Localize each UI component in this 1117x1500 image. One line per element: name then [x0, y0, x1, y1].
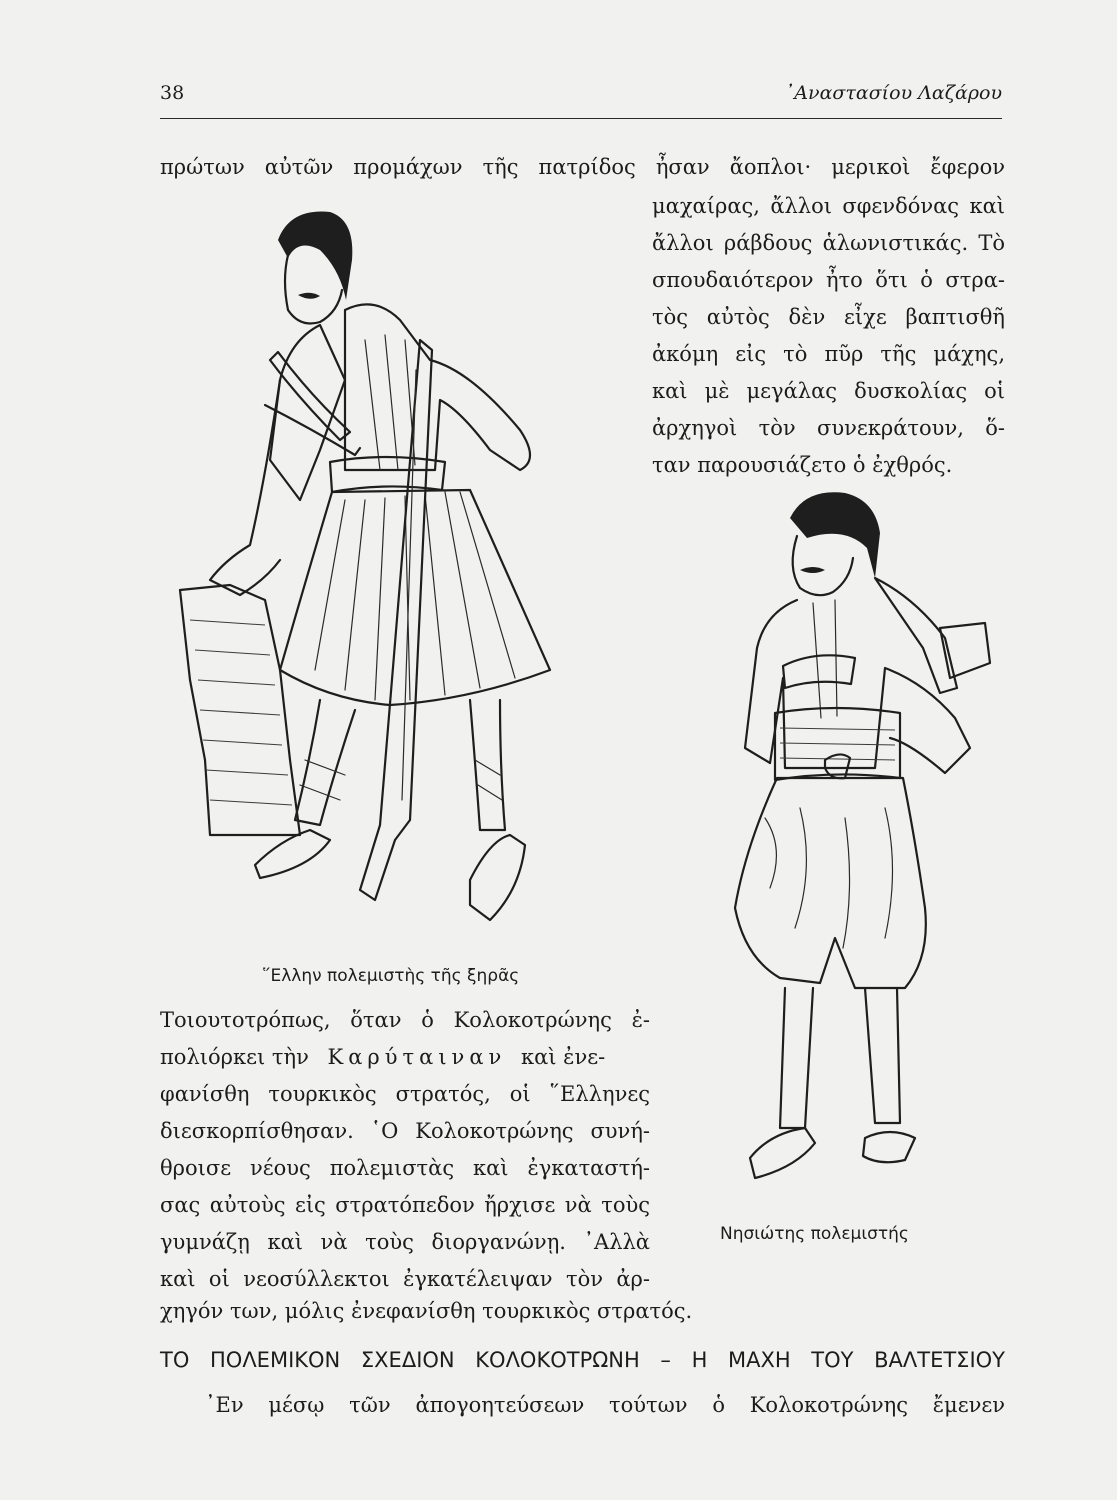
body-line: καὶ οἱ νεοσύλλεκτοι ἐγκατέλειψαν τὸν ἀρ- — [160, 1267, 650, 1291]
body-line: διεσκορπίσθησαν. ῾Ο Κολοκοτρώνης συνή- — [160, 1119, 650, 1143]
body-line: φανίσθη τουρκικὸς στρατός, οἱ ῞Ελληνες — [160, 1082, 650, 1106]
place-name-karytaina: Καρύταιναν — [327, 1045, 507, 1069]
page-number: 38 — [160, 82, 185, 104]
body-line: ἀκόμη εἰς τὸ πῦρ τῆς μάχης, — [652, 342, 1005, 366]
body-line: σας αὐτοὺς εἰς στρατόπεδον ἤρχισε νὰ τοὺς — [160, 1193, 650, 1217]
body-line: πρώτων αὐτῶν προμάχων τῆς πατρίδος ἦσαν ἄοπλοι· μερικοὶ ἔφερον — [160, 155, 1005, 179]
section-heading: ΤΟ ΠΟΛΕΜΙΚΟΝ ΣΧΕΔΙΟΝ ΚΟΛΟΚΟΤΡΩΝΗ – Η ΜΑΧΗ ΤΟΥ ΒΑΛΤΕΤΣΙΟΥ — [160, 1348, 1005, 1372]
body-line-with-spaced-name — [160, 1042, 650, 1072]
island-warrior-illustration — [725, 488, 1000, 1193]
body-line: καὶ μὲ μεγάλας δυσκολίας οἱ — [652, 379, 1005, 403]
body-line: ἄλλοι ράβδους ἁλωνιστικάς. Τὸ — [652, 231, 1005, 255]
body-line: σπουδαιότερον ἦτο ὅτι ὁ στρα- — [652, 268, 1005, 292]
body-line: γυμνάζῃ καὶ νὰ τοὺς διοργανώνῃ. ᾿Αλλὰ — [160, 1230, 650, 1254]
body-text: καὶ ἐνε- — [520, 1045, 606, 1069]
body-line: ᾿Εν μέσῳ τῶν ἀπογοητεύσεων τούτων ὁ Κολοκοτρώνης ἔμενεν — [205, 1393, 1005, 1417]
page-header — [160, 82, 1002, 114]
header-rule — [160, 118, 1002, 119]
island-warrior-caption: Νησιώτης πολεμιστής — [720, 1224, 909, 1244]
body-line: χηγόν των, μόλις ἐνεφανίσθη τουρκικὸς στρατός. — [160, 1299, 693, 1323]
body-line: τὸς αὐτὸς δὲν εἶχε βαπτισθῆ — [652, 305, 1005, 329]
land-warrior-illustration — [170, 200, 640, 930]
body-text: πολιόρκει τὴν — [160, 1045, 309, 1069]
body-line: ταν παρουσιάζετο ὁ ἐχθρός. — [652, 453, 953, 477]
body-line: ἀρχηγοὶ τὸν συνεκράτουν, ὅ- — [652, 416, 1005, 440]
body-line: Τοιουτοτρόπως, ὅταν ὁ Κολοκοτρώνης ἐ- — [160, 1008, 650, 1032]
body-line: θροισε νέους πολεμιστὰς καὶ ἐγκαταστή- — [160, 1156, 650, 1180]
body-line: μαχαίρας, ἄλλοι σφενδόνας καὶ — [652, 194, 1005, 218]
running-head: ᾿Αναστασίου Λαζάρου — [784, 82, 1002, 104]
land-warrior-caption: ῞Ελλην πολεμιστὴς τῆς ξηρᾶς — [262, 966, 520, 986]
